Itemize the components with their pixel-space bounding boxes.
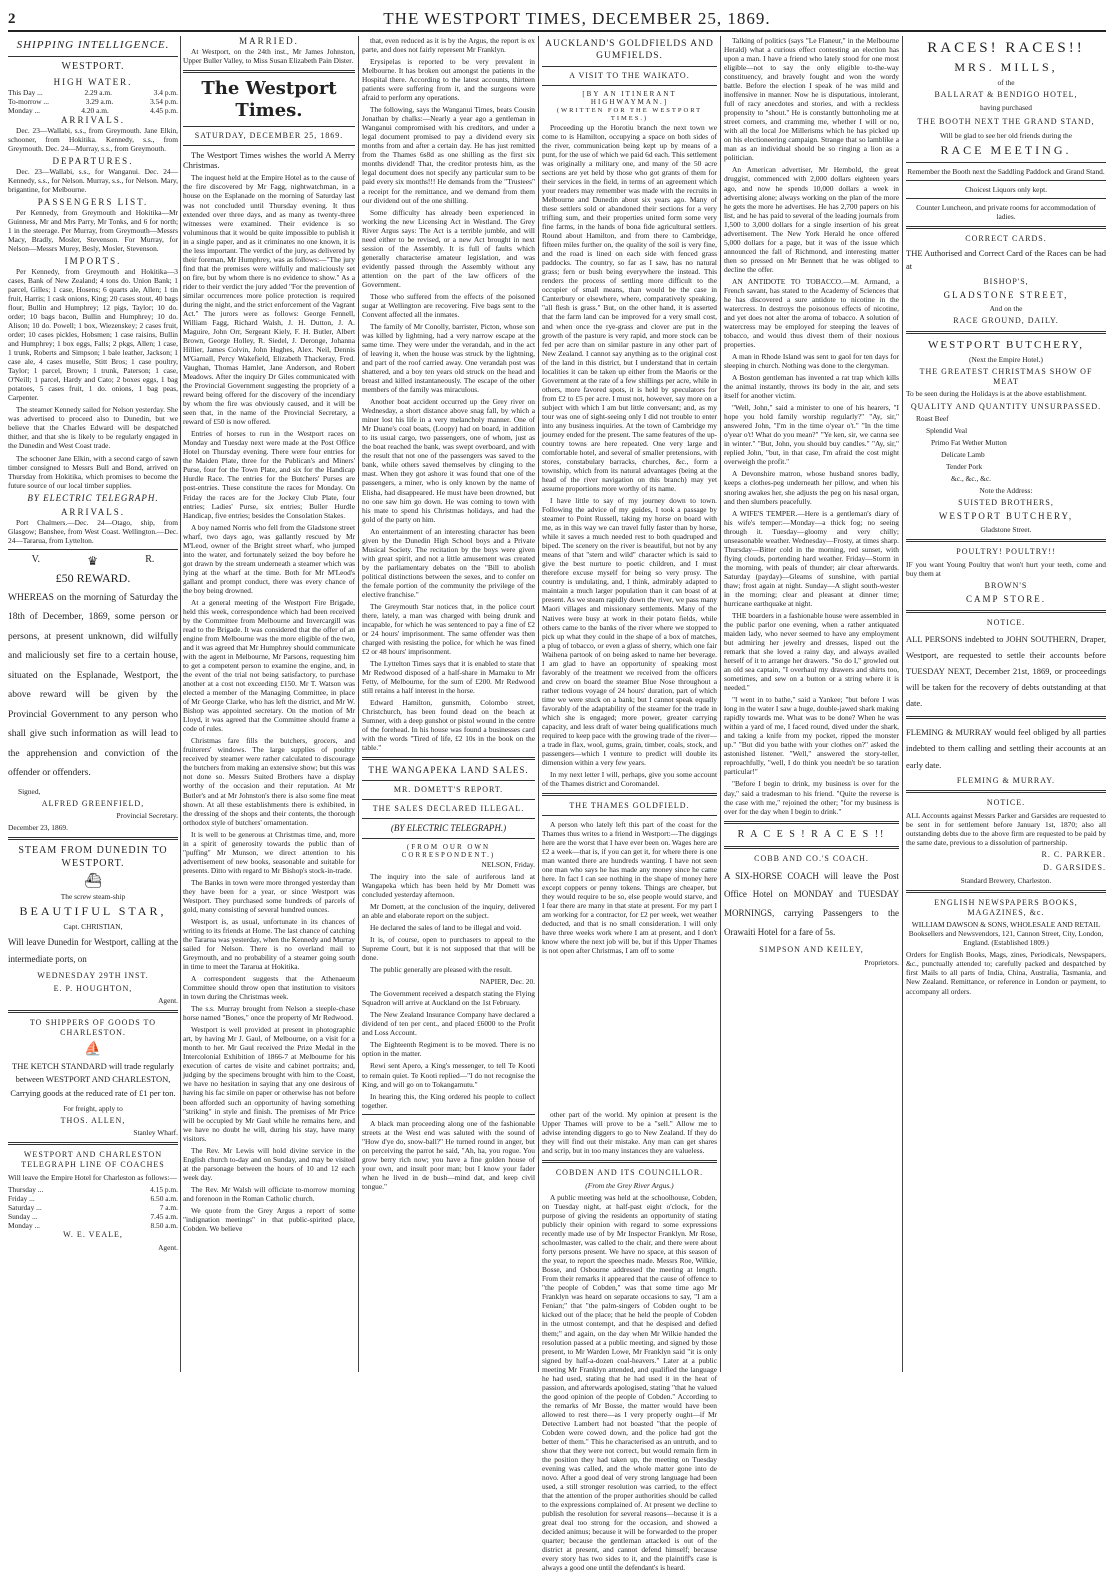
married-notice: At Westport, on the 24th inst., Mr James Johnston, Upper Buller Valley, to Miss Susan Elizabeth Pain Dister.	[183, 46, 355, 65]
column-4-lower	[542, 1110, 717, 1572]
divider	[183, 126, 355, 127]
steam-ad: STEAM FROM DUNEDIN TO WESTPORT. ⛴ The screw steam-ship BEAUTIFUL STAR, Capt. CHRISTIAN, Will leave Dunedin for Westport, calling at the intermediate ports, on WEDNESDAY 29TH INST. E. P. HOUGHTON, Agent.	[8, 845, 178, 1006]
coach-ad: WESTPORT AND CHARLESTON TELEGRAPH LINE OF COACHES Will leave the Empire Hotel for Charleston as follows:— Thursday ... 4.15 p.m. Friday ... 6.50 a.m. Saturday ... 7 a.m. Sunday ... 7.45 a.m. Monday ... 8.50 a.m. W. E. VEALE, Agent.	[8, 1150, 178, 1252]
article-paragraph: The public generally are pleased with the result.	[370, 965, 513, 975]
article-paragraph: Erysipelas is reported to be very prevalent in Melbourne. It has broken out amongst the patients in the Hospital there. According to the latest accounts, thirteen patients were suffering from it, and the surgeons were afraid to perform any operations.	[362, 57, 535, 103]
divider	[8, 1142, 178, 1145]
masthead	[8, 8, 1106, 32]
article-paragraph: Some difficulty has already been experienced in working the new Licensing Act in Westland. The Grey River Argus says: The Act is a terrible jumble, and will need either to be revised, or a new Act brought in next session of the Assembly. It is full of faults which generally characterise amateur legislation, and was evidently passed through the Assembly without any attention on the part of the law officers of the Government.	[362, 207, 535, 289]
ketch-icon: ⛵	[84, 1041, 102, 1057]
cobb-ad: A SIX-HORSE COACH will leave the Post Office Hotel on MONDAY and TUESDAY MORNINGS, carrying Passengers to the Orawaiti Hotel for a fare of 5s. SIMPSON AND KEILEY, Proprietors.	[724, 870, 899, 967]
article-paragraph: We quote from the Grey Argus a report of some "indignation meetings" in that public-spirited place, Cobden. We believe	[183, 1205, 355, 1233]
imports-text: Per Kennedy, from Greymouth and Hokitika—3 cases, Bank of New Zealand; 4 tons do. Union Bank; 1 parcel, Gilles; 1 case, Hosens; 6 quarts ale, Allen; 1 tin fruit, Harris; 1 cask onions, King; 20 cases stout, 40 bags flour, Bullin and Humphrey; 12 pigs, Taylor; 10 do. order; 10 bags bacon, Bullin and Humphrey; 10 do. Alison; 10 do. Powell; 1 box, Wiezenskey; 2 cases fruit, order; 10 cases pickles, Hobsmen; 1 case raisins, Bullin and Humphrey; 1 box eggs, Falls; 2 pkgs, Allen; 1 case, 1 trunk, Roberts and Simpson; 1 bale leather, Jackson; 1 case ale, 4 cases muselle, Stitt Bros; 1 case poultry, Taylor; 1 parcel, Brown; 1 trunk, Paterson; 1 case, O'Neill; 1 parcel, Hardy and Cato; 2 boxes eggs, 1 bag potatoes, 5 cases fruit, 1 do. onions, 1 bag peas, Carpenter.	[8, 266, 178, 403]
article-paragraph: It is, of course, open to purchasers to appeal to the Supreme Court, but it is not supposed that that will be done.	[362, 935, 535, 963]
departures-heading: DEPARTURES.	[52, 155, 134, 166]
article-paragraph: Westport is well provided at present in photographic art, by having Mr J. Gaul, of Melbourne, on a visit for a month to her. Mr Gaul received the Prize Medal in the Intercolonial Exhibition of 1866-7 at Melbourne for his execution of cartes de visite and cabinet portraits; and, judging by the specimens brought with him to the Coast, we have no hesitation in saying that any one desirous of having his fac simile on paper or otherwise has not before been afforded such an opportunity of having something "striking" in style and finish. The premises of Mr Price will be occupied by Mr Gaul while he remains here, and we have no doubt he will, during his stay, have many visitors.	[183, 1025, 355, 1143]
article-paragraph: The Greymouth Star notices that, in the police court there, lately, a man was charged with being drunk and incapable, for which he was sentenced to pay a fine of £2 or 24 hours' imprisonment. The same offender was then charged with resisting the police, for which he was fined £2 or 48 hours' imprisonment.	[362, 601, 535, 657]
article-paragraph: "Before I begin to drink, my business is over for the day," said a tradesman to his friend. "Quite the reverse is the case with me," rejoined the other; "for my business is over for the day when I begin to drink."	[724, 779, 899, 816]
divider	[542, 66, 717, 67]
article-paragraph: A WIFE'S TEMPER.—Here is a gentleman's diary of his wife's temper:—Monday—a thick fog; no seeing through it. Tuesday—gloomy and very chilly; unseasonable weather. Wednesday—Frosty, at times sharp. Thursday—Bitter cold in the morning, red sunset, with flying clouds, portending hard weather. Friday—Storm in the morning, with peals of thunder; air clear afterwards. Saturday (payday)—Gleams of sunshine, with partial thaw; frost again at night. Sunday—A slight south-wester in the morning; clear and pleasant at dinner time; hurricane earthquake at night.	[724, 508, 899, 608]
port-heading: WESTPORT.	[61, 61, 125, 73]
dateline: NELSON, Friday.	[481, 859, 535, 869]
column-rule	[720, 36, 721, 1372]
divider	[542, 815, 717, 816]
races-ad: RACES! RACES!! MRS. MILLS, of the BALLARAT & BENDIGO HOTEL, having purchased THE BOOTH NEXT THE GRAND STAND, Will be glad to see her old friends during the RACE MEETING. Remember the Booth next the Saddling Paddock and Grand Stand. Choicest Liquors only kept. Counter Luncheon, and private rooms for accommodation of ladies.	[907, 40, 1105, 222]
married-heading: MARRIED.	[239, 36, 299, 46]
cobden-source: (From the Grey River Argus.)	[585, 1180, 674, 1190]
divider	[906, 331, 1106, 334]
article-paragraph: A Boston gentleman has invented a rat trap which kills the animal instantly, throws its body in the air, and sets itself for another victim.	[724, 373, 899, 401]
article-paragraph: A man in Rhode Island was sent to gaol for ten days for sleeping in church. Nothing was done to the clergyman.	[724, 352, 899, 371]
article-paragraph: Christmas fare fills the butchers, grocers, and fruiterers' windows. The large supplies of poultry received by steamer were rather calculated to discourage the butchers from making an extensive show; but this was not done so. Messrs Suited Brothers have a display worthy of the occasion and their reputation. At Mr Butler's and at Mr Johnston's there is also some fine meat shown. At all these establishments there is exhibited, in the dressing of the shops and their contents, the thorough orthodox style of butchers' ornamentation.	[183, 736, 355, 827]
reward-body: WHEREAS on the morning of Saturday the 18th of December, 1869, some person or persons, at present unknown, did wilfully and maliciously set fire to a certain house, situated on the Esplanade, Westport, the above reward will be given by the Provincial Government to any person who shall give such information as will lead to the apprehension and conviction of the offender or offenders.	[8, 592, 178, 779]
article-paragraph: An entertainment of an interesting character has been given by the Dunedin High School boys and a Private Musical Society. The recitation by the boys were given with great spirit, and not a little amusement was created by the parliamentary debates on the "Bill to abolish political distinctions between the sexes, and to confer on the female portion of the community the privilege of the elective franchise."	[362, 526, 535, 599]
arrivals-heading: ARRIVALS.	[60, 114, 126, 125]
article-paragraph: The Government received a despatch stating the Flying Squadron will arrive at Auckland on the 1st February.	[362, 989, 535, 1008]
article-paragraph: Proceeding up the Horotiu branch the next town we come to is Hamilton, occupying a space on both sides of the river, communication being kept up by means of a punt, for the use of which we paid 6d each. This settlement was originally a military one, and many of the 50 acre sections are yet held by those who got grants of them for their services in the field, in terms of an agreement which your readers may remember was made with the recruits in Melbourne and Dunedin about six years ago. Many of these settlers sold or abandoned their sections for a very trifling sum, and their properties united form some very fine farms, in the hands of bona fide agricultural settlers. Round about Hamilton, and from there to Cambridge, fifteen miles further on, the quality of the soil is very fine, and the road is lined on each side with fenced grass paddocks. The country, so far as I saw, has no natural grass; fern or bush being everywhere the instead. This renders the process of settling more difficult to the occupier of small means, than would be the case in Canterbury or elsewhere, where, comparatively speaking, "all flesh is grass." But, on the other hand, it is asserted that the farm land can be improved for a very small cost, and when once the rye-grass and clover are put in the growth of the pasture is very rapid, and more stock can be fed per acre than on similar pasture in any other part of New Zealand. I cannot say anything as to the original cost of the land in this district, but I understand that in certain localities it can be taken up either from the Maoris or the Government at the rate of a few shillings per acre, while in others, more favored spots, it is held by speculators for from £2 to £5 per acre. I must not, however, say more on a subject with which I am but little conversant; and, as my tour was one of sight-seeing only I did not trouble to enter into any business inquiries. At the town of Cambridge my journey ended for the present. The same features of the up-country towns are here repeated. One very large and comfortable hotel, and several of smaller pretensions, with stores, constabulary barracks, churches, &c., form a township, which from its natural advantages (being at the head of the river navigation on this branch) may yet assume proportions more worthy of its name.	[542, 122, 717, 494]
article-paragraph: The inquest held at the Empire Hotel as to the cause of the fire discovered by Mr Fagg, nightwatchman, in a house on the Esplanade on the morning of Saturday last was not concluded until Thursday evening. It thus extended over three days, and as many as twenty-three witnesses were examined. Their evidence is so voluminous that it would be quite impossible to publish it in a single paper, and as it criminates no one known, it is the less important. The verdict of the jury, as delivered by their foreman, Mr Humphrey, was as follows:—"The jury find that the premises were wilfully and maliciously set on fire, but by whom there is no evidence to show." As a rider to their verdict the jury added "For the prevention of similar occurrences more police protection is required during the night, and the strict enforcement of the Vagrant Act." The jurors were as follows: George Fennell, William Fagg, Richard Walsh, J. H. Dutton, J. A. Maguire, John Orr, Sergeant Kiely, F. H. Butler, Albert Brown, George Holley, R. Siedel, J. Deronge, Johanna Hillier, James Colvin, John Hughes, Alex. Neil, Dennis M'Garnall, Percy Wakefield, Elizabeth Thackeray, Fred. Vaughan, Thomas Hamlet, Jane Anderson, and Robert Meadows. After the inquiry Dr Giles communicated with the Provincial Government suggesting the propriety of a reward being offered for the discovery of the incendiary by whom the fire was obviously caused, and it will be seen that, in the name of the Provincial Secretary, a reward of £50 is now offered.	[183, 173, 355, 427]
divider	[906, 226, 1106, 229]
crown-icon: ♛	[87, 553, 98, 568]
ship-name: BEAUTIFUL STAR,	[19, 903, 167, 918]
article-paragraph: other part of the world. My opinion at present is the Upper Thames will prove to be a "sell." Allow me to advise intending diggers to go to New Zealand. If they do they will find out their mistake. Any man can get shares and scrip, but in too many instances they are valueless.	[542, 1110, 717, 1156]
divider	[362, 757, 535, 760]
article-paragraph: The New Zealand Insurance Company have declared a dividend of ten per cent., and placed £6000 to the Profit and Loss Account.	[362, 1010, 535, 1038]
article-paragraph: He declared the sales of land to be illegal and void.	[370, 923, 522, 933]
coach-timetable: Thursday ... 4.15 p.m. Friday ... 6.50 a.m. Saturday ... 7 a.m. Sunday ... 7.45 a.m. Monday ... 8.50 a.m.	[8, 1185, 178, 1231]
divider	[542, 85, 717, 86]
wangapeka-subheading: THE SALES DECLARED ILLEGAL.	[372, 804, 525, 814]
article-paragraph: An American advertiser, Mr Hembold, the great druggist, commenced with 2,000 dollars eighteen years ago, and now he spends 10,000 dollars a week in advertising alone; always working on the plan of the more he gets the more he advertises. He has 2,700 papers on his list, and he has paid to several of the leading journals from 1,500 to 3,000 dollars for a single insertion of his great advertisement. The New York Herald he once offered 5,000 dollars for a page, but it was of the issue which announced the fall of Richmond, and interesting matter then so pressed on Mr Bennett that he was obliged to decline the offer.	[724, 165, 899, 274]
reward-ad: WHEREAS on the morning of Saturday the 18th of December, 1869, some person or persons, at present unknown, did wilfully and maliciously set fire to a certain house, situated on the Esplanade, Westport, the above reward will be given by the Provincial Government to any person who shall give such information as will lead to the apprehension and conviction of the offender or offenders. Signed, ALFRED GREENFIELD, Provincial Secretary. December 23, 1869.	[8, 589, 178, 833]
dawson-ad: ENGLISH NEWSPAPERS BOOKS, MAGAZINES, &c. WILLIAM DAWSON & SONS, WHOLESALE AND RETAIL Booksellers and Newsvendors, 121, Cannon Street, City, London, England. (Established 1809.) Orders for English Books, Mags, zines, Periodicals, Newspapers, &c., punctually attended to; carefully packed and despatched by first Mails to all parts of India, China, Australia, Tasmania, and New Zealand. Remittance, or reference in London or payment, to accompany all orders.	[906, 897, 1106, 996]
passengers-text: Per Kennedy, from Greymouth and Hokitika—Mr Guinness, Mr and Mrs Parry, Mr Tonks, and 6 for north; 1 in the steerage. Per Murray, from Greymouth—Messrs Macy, Bradly, Mosler, Stevenson. For Murray, for Nelson—Messrs Murey, Besly, Mosler, Stevenson.	[8, 207, 178, 253]
written-for: (WRITTEN FOR THE WESTPORT TIMES.)	[556, 106, 703, 122]
tide-row: Monday ... 4.20 a.m. 4.45 p.m.	[8, 105, 178, 115]
column-rule	[538, 36, 539, 1372]
column-rule	[902, 36, 903, 1372]
article-paragraph: The Eighteenth Regiment is to be moved. There is no option in the matter.	[362, 1040, 535, 1059]
dateline: SATURDAY, DECEMBER 25, 1869.	[194, 130, 344, 140]
waikato-heading: A VISIT TO THE WAIKATO.	[569, 71, 690, 81]
article-paragraph: A person who lately left this part of the coast for the Thames thus writes to a friend in Westport:—The diggings here are the worst that I have ever been on. Wages here are £2 a week—that is, if you can get it, for where there is one man wanted there are hundreds wanting. I have not seen one man who says he has made any money since he came here. In fact I can see nothing in the shape of money here except coppers or penny tokens. Things are cheaper, but they would require to be so, else people would starve, and I fear there are many in that state at present. For my part I am working for a contractor, for £2 per week, wet weather deducted, and that is no small consideration. I will only have three weeks work where I am at present, and I don't know where the next job will be, but if this Upper Thames is not open after Christmas, I am off to some	[542, 819, 717, 956]
article-paragraph: The Lyttelton Times says that it is enabled to state that Mr Redwood disposed of a half-share in Mamaku to Mr Fetty, of Melbourne, for the sum of £200. Mr Redwood still retains a half interest in the horse.	[362, 659, 535, 696]
byline: [BY AN ITINERANT HIGHWAYMAN.]	[582, 89, 677, 107]
departures-text: Dec. 23—Wallabi, s.s., for Wanganui. Dec. 24—Kennedy, s.s., for Nelson. Murray, s.s., for Nelson. Mary, brigantine, for Melbourne.	[8, 166, 178, 194]
divider	[8, 837, 178, 840]
newspaper-header: THE WESTPORT TIMES, DECEMBER 25, 1869.	[383, 9, 771, 28]
passengers-heading: PASSENGERS LIST.	[37, 196, 149, 207]
article-paragraph: THE boarders in a fashionable house were assembled in the public parlor one evening, when a rather antiquated maiden lady, who never seemed to have any employment but admiring her jewelry and dresses, lisped out the remark that she loved a rainy day, and always availed herself of it to arrange her drawers. "So do I," growled out an old sea captain, "I overhaul my drawers and shirts too, sometimes, and sew on a button or a string where it is needed."	[724, 610, 899, 693]
signer: ALFRED GREENFIELD,	[41, 798, 145, 808]
column-rule	[180, 36, 181, 1372]
telegraph-heading: BY ELECTRIC TELEGRAPH.	[27, 492, 159, 503]
article-paragraph: Westport is, as usual, unfortunate in its chances of writing to its friends at Home. The last chance of catching the Tararua was yesterday, when the Kennedy and Murray sailed for Nelson. There is no overland mail to Greymouth, and no probability of a steamer going south in time to meet the Tararua at Hokitika.	[183, 916, 355, 972]
southern-notice: NOTICE. ALL PERSONS indebted to JOHN SOUTHERN, Draper, Westport, are requested to settle their accounts before TUESDAY NEXT, December 21st, 1869, or proceedings will be taken for the recovery of debts outstanding at that date.	[906, 617, 1106, 709]
article-paragraph: The family of Mr Conolly, barrister, Picton, whose son was killed by lightning, had a very narrow escape at the same time. They were under the verandah, and in the act of leaving it, when the house was struck by the lightning, and part of the roof carried away. One verandah post was shattered, and a boy ten years old struck on the head and breast and killed instantaneously. The escape of the other members of the family was miraculous.	[362, 321, 535, 395]
divider	[906, 716, 1106, 719]
divider	[542, 1160, 717, 1163]
column-1	[8, 36, 178, 1372]
column-5	[724, 36, 899, 1372]
tide-table	[8, 88, 178, 115]
divider	[906, 790, 1106, 793]
butchery-ad: WESTPORT BUTCHERY, (Next the Empire Hotel.) THE GREATEST CHRISTMAS SHOW OF MEAT To be seen during the Holidays is at the above establishment. QUALITY AND QUANTITY UNSURPASSED. Roast Beef Splendid Veal Primo Fat Wether Mutton Delicate Lamb Tender Pork &c., &c., &c. Note the Address: SUISTED BROTHERS, WESTPORT BUTCHERY, Gladstone Street.	[906, 338, 1102, 535]
divider	[362, 780, 535, 781]
article-paragraph: A Devonshire matron, whose husband snores badly, keeps a clothes-peg underneath her pillow, and when his snoring awakes her, she adjusts the peg on his nasal organ, and then slumbers peacefully.	[724, 469, 899, 506]
column-3	[362, 36, 535, 1372]
royal-cipher: V. ♛ R.	[31, 553, 155, 568]
tide-row: To-morrow ... 3.29 a.m. 3.54 p.m.	[8, 96, 178, 106]
article-paragraph: The s.s. Murray brought from Nelson a steeple-chase horse named "Bones," once the property of Mr Redwood.	[183, 1004, 355, 1023]
article-paragraph: "Well, John," said a minister to one of his hearers, "I hope you hold family worship regularly?" "Ay, sir," answered John, "I'm in the time o'year o't." "In the time o'year o't! What do you mean?" "Ye ken, sir, we canna see in winter." "But, John, you should buy candles." "Ay, sir," replied John, "but, in that case, I'm afraid the cost might overweigh the profit."	[724, 403, 899, 467]
column-rule	[358, 36, 359, 1372]
imports-heading: IMPORTS.	[64, 255, 122, 266]
article-paragraph: "I went in to bathe," said a Yankee; "but before I was long in the water I saw a huge, double-jawed shark making rapidly towards me. What was to be done? When he was within a yard of me, I faced round, dived under the shark, and taking a knife from my pocket, ripped the monster up." "But did you bathe with your clothes on?" asked the astonished listener. "Well," answered the story-teller, reproachfully, "well, I do think you needn't be so taration particular!"	[724, 695, 899, 777]
divider	[8, 1010, 178, 1013]
schooner-note: The schooner Jane Elkin, with a second cargo of sawn timber consigned to Messrs Bull and Bond, arrived on Thursday from Hokitika, which promises to become the future source of our local timber supplies.	[8, 453, 178, 490]
cards-ad: CORRECT CARDS. THE Authorised and Correct Card of the Races can be had at BISHOP'S, GLADSTONE STREET, And on the RACE GROUND, DAILY.	[906, 234, 1106, 325]
dateline: NAPIER, Dec. 20.	[479, 977, 535, 987]
poultry-ad: POULTRY! POULTRY!! IF you want Young Poultry that won't hurt your teeth, come and buy them at BROWN'S CAMP STORE.	[906, 547, 1106, 604]
divider	[906, 539, 1106, 542]
arrivals-text: Dec. 23—Wallabi, s.s., from Greymouth. Jane Elkin, schooner, from Hokitika. Kennedy, s.s., from Greymouth. Dec. 24—Murray, s.s., from Greymouth.	[8, 125, 178, 153]
christmas-greeting: The Westport Times wishes the world A Merry Christmas.	[183, 149, 355, 171]
wangapeka-subheading: MR. DOMETT'S REPORT.	[393, 785, 504, 795]
article-paragraph: Talking of politics (says "Le Flaneur," in the Melbourne Herald) what a curious effect contesting an election has upon a man. I have a friend who lately stood for one most eligible—not to say the only eligible to-the-way constituency, and bravely fought and won the wordy battle. Before the election I speak of he was mild and inoffensive in manner. Now he is disputatious, intolerant, full of racy anecdotes and stories, and with a reckless propensity to "shout." He is constantly buttonholing me at street corners, and cramming me, whether I will or no, with all the local Joe Millerisms which he has picked up on his electioneering campaign. Strange that so lamblike a man as an individual should be so ringing a lion as a politician.	[724, 36, 899, 163]
divider	[906, 890, 1106, 893]
article-paragraph: A correspondent suggests that the Athenaeum Committee should throw open that institution to visitors in town during the Christmas week.	[183, 974, 355, 1002]
correspondent-tag: (FROM OUR OWN CORRESPONDENT.)	[401, 842, 496, 860]
article-paragraph: At a general meeting of the Westport Fire Brigade, held this week, correspondence which had been received by the Committee from Melbourne and Invercargill was read to the Brigade. It was considered that the offer of an engine from Melbourne was the more eligible of the two, and it was agreed that Mr Humphrey should communicate with the agent in Melbourne, Mr Parsons, requesting him to get a competent person to examine the engine, and, in the event of the trial not being satisfactory, to purchase another at a cost not exceeding £150. Mr T. Watson was elected a member of the Managing Committee, in place of Mr George Clarke, who has left the district, and Mr W. Bishop was appointed secretary. On the motion of Mr Lloyd, it was agreed that the Committee should frame a code of rules.	[183, 597, 355, 734]
article-paragraph: that, even reduced as it is by the Argus, the report is ex parte, and does not fairly represent Mr Franklyn.	[362, 36, 535, 55]
cobb-heading: COBB AND CO.'S COACH.	[754, 853, 869, 863]
divider	[362, 818, 535, 819]
wangapeka-heading: THE WANGAPEKA LAND SALES.	[368, 765, 529, 776]
reward-title: £50 REWARD.	[55, 571, 131, 586]
article-paragraph: A boy named Norris who fell from the Gladstone street wharf, two days ago, was gallantly rescued by Mr M'Leod, owner of the Bright street wharf, who jumped into the water, and fortunately seized the boy before he got drawn by the stream underneath a steamer which was lying at the wharf at the time. Both for Mr M'Leod's gallant and prompt conduct, there was every chance of the boy being drowned.	[183, 522, 355, 595]
auckland-heading: AUCKLAND'S GOLDFIELDS AND GUMFIELDS.	[545, 39, 714, 61]
article-paragraph: The inquiry into the sale of auriferous land at Wangapeka which has been held by Mr Domett was concluded yesterday afternoon.	[362, 871, 535, 899]
steam-heading: STEAM FROM DUNEDIN TO WESTPORT.	[18, 845, 168, 869]
article-paragraph: Edward Hamilton, gunsmith, Colombo street, Christchurch, has been found dead on the beach at Sumner, with a deep gunshot or pistol wound in the centre of the forehead. In his house was found a businesses card with the words "Tired of life, £2 10s in the book on the table."	[362, 698, 535, 753]
article-paragraph: In my next letter I will, perhaps, give you some account of the Thames district and Coromandel.	[542, 770, 717, 789]
telegraph-tag: (BY ELECTRIC TELEGRAPH.)	[390, 822, 507, 833]
divider	[362, 838, 535, 839]
article-paragraph: A black man proceeding along one of the fashionable streets at the West end was saluted with the sound of "How d'ye do, snow-ball?" He turned round in anger, but on perceiving the parrot he said, "Ah, ha, you rogue. You grow berry rich now; you have a fine golden house of your own, and insult poor man; but I know your fader when he lived in de bush—mind dat, and keep civil tongue."	[362, 1118, 535, 1191]
article-paragraph: Rewi sent Apero, a King's messenger, to tell Te Kooti to remain quiet. Te Kooti replied—"I do not recognise the King, and will go on to Tokangamutu."	[362, 1061, 535, 1089]
divider	[906, 610, 1106, 613]
divider	[8, 549, 178, 550]
tide-row: This Day ... 2.29 a.m. 3.4 p.m.	[8, 87, 178, 97]
telegraph-arrivals-heading: ARRIVALS.	[60, 506, 126, 517]
article-paragraph: It is well to be generous at Christmas time, and, more in a spirit of generosity towards the public than of "puffing" Mr Munson, we direct attention to his advertisement of new books, seasonable and suitable for presents. Ditto with regard to Mr Bishop's stock-in-trade.	[183, 829, 355, 875]
article-paragraph: The Rev. Mr Walsh will officiate to-morrow morning and forenoon in the Roman Catholic church.	[183, 1184, 355, 1203]
cobden-heading: COBDEN AND ITS COUNCILLOR.	[555, 1168, 704, 1178]
article-paragraph: The Rev. Mr Lewis will hold divine service in the English church to-day and on Sunday, and may be visited at the parsonage between the hours of 10 and 12 each week day.	[183, 1145, 355, 1182]
article-paragraph: A public meeting was held at the schoolhouse, Cobden, on Tuesday night, at half-past eight o'clock, for the purpose of giving the residents an opportunity of stating publicly their opinion with regard to some expressions recently made use of by Mr Inspector Franklyn. Mr Rose, schoolmaster, was called to the chair, and there were about forty persons present. We have no space, at this season of the year, to report the speeches made. Messrs Roe, Wilkie, Bosse, and Osbourne addressed the meeting at length. From their remarks it appeared that the cause of offence to "the people of Cobden," was that some time ago Mr Franklyn was heard on separate occasions to say, "I am a Fenian;" that "the palm-singers of Cobden ought to be kicked out of the place; that he held the people of Cobden in the utmost contempt, and that he despised and defied them;" and again, on the day when Mr Wilkie handed the resolution passed at a public meeting, and signed by those present, to Mr Warden Lowe, Mr Franklyn said "it is only signed by half-a-dozen coal-heavers." Later at a public meeting Mr Franklyn attended, and qualified the language he had used, stating that he had used it in the heat of passion, and afterwards apologised, stating "that he valued the good opinion of the people of Cobden." According to the remarks of Mr Bosse, the matter would have been allowed to rest there—as I very properly ought—if Mr Detective Lambert had not boasted "that the people of Cobden were cowed down, and the police had got the better of them." This he characterised as an untruth, and to show that they were not correct, but would remain firm in the position they had taken up, the meeting on Tuesday evening was called, and the whole matter gone into de novo. After a good deal of very strong language had been used, a still stronger resolution was carried, to the effect that the attention of the proper authorities should be called to the expressions complained of. At present we decline to publish the resolution for several reasons—because it is a great deal too strong for the occasion, and showed a decided animus; because it will be forwarded to the proper quarter; because the gentleman attacked is out of the district at present, and cannot defend himself; because every story has two sides to it, and the plaintiff's case is always a good one until the defendant's is heard.	[542, 1193, 717, 1572]
paper-title: The Westport Times.	[201, 78, 337, 121]
article-paragraph: Another boat accident occurred up the Grey river on Wednesday, a short distance above snag fall, by which a miner lost his life in a very melancholy manner. One of Mr Duane's coal boats, (Loopy) had on board, in addition to its usual cargo, two passengers, one of whom, just as the boat reached the bank, was swept overboard, and with the result that not one of the passengers was saved to the bank, while others saved themselves by clinging to the mast. When they got ashore it was found that one of the passengers, a miner, who is only known by the name of Elisha, had disappeared. He must have been drowned, but no one saw him go down. He was coming to town with his mate to spend his Christmas holidays, and had the gold of the party on him.	[362, 397, 535, 524]
article-paragraph: Mr Domett, at the conclusion of the inquiry, delivered an able and elaborate report on the subject.	[362, 902, 535, 921]
divider	[724, 821, 899, 824]
steamship-icon: ⛴	[84, 873, 102, 889]
telegraph-arrivals: Port Chalmers.—Dec. 24—Otago, ship, from Glasgow; Banshee, from West Coast. Wellington.—Dec. 24—Tararua, from Lyttelton.	[8, 517, 178, 545]
column-6	[906, 36, 1106, 1372]
high-water-heading: HIGH WATER.	[53, 76, 133, 87]
article-paragraph: The following, says the Wanganui Times, beats Cousin Jonathan by chalks:—Nearly a year ago a gentleman in Wanganui compromised with his creditors, and under a legal document promised to pay a dividend every six months from and after a certain day. He has just remitted from the Thames 6s8d as one shilling as the first six months dividend! That, the creditor protests him, as the legal document does not specify any particular sum to be paid every six months!!! He demands from the "Trustees" a receipt for the remittance, and we demand from them our dividend out of the one shilling.	[362, 105, 535, 205]
article-paragraph: In hearing this, the King ordered his people to collect together.	[362, 1091, 535, 1110]
parker-notice: NOTICE. ALL Accounts against Messrs Parker and Garsides are requested to be sent in for settlement before January 1st, 1870; also all outstanding debts due to the above firm are requested to be paid by the same date, previous to a dissolution of partnership. R. C. PARKER. D. GARSIDES. Standard Brewery, Charleston.	[906, 798, 1106, 885]
divider	[362, 1114, 535, 1115]
article-paragraph: The Banks in town were more thronged yesterday than they have been for a year, or since Westport was Westport. They purchased some hundreds of parcels of gold, many consisting of several hundred ounces.	[183, 877, 355, 914]
shipping-heading: SHIPPING INTELLIGENCE.	[16, 39, 170, 51]
article-paragraph: Entries of horses to run in the Westport races on Monday and Tuesday next were made at the Post Office Hotel on Thursday evening. There were four entries for the Maiden Plate, three for the Publican's and Miners' Purse, four for the Town Plate, and six for the Handicap Hurdle Race. The entries for the Butchers' Purses are post-entries. These constitute the races for Monday. On Friday the races are for the Jockey Club Plate, four entries; Ladies' Purse, six entries; Buller Hurdle Handicap, five entries; besides the Consolation Stakes.	[183, 429, 355, 520]
divider	[183, 70, 355, 73]
column-2	[183, 36, 355, 1372]
article-paragraph: I have little to say of my journey down to town. Following the advice of my guides, I took a passage by steamer to Point Russell, taking my horse on board with me, as in this way we can travel fully faster than by horse, while it saves a much needed rest to both quadruped and biped. The scenery on the river is beautiful, but not by any means of that "stern and wild" character which is said to give the best nurture to poetic children, and I must therefore excuse myself for being so very prosy. The country is undulating, and, I think, admirably adapted to maintain a much larger population than it can boast of at present. As we steam rapidly down the river, we pass many Maori villages and missionary settlements. Many of the Natives were busy at work in their potato fields, while others came to the banks of the river where we stopped to pick up what they could in the shape of a box of matches, a plug of tobacco, or even a glass of sherry, which one fair Waihena partook of on being asked to name her beverage. I am glad to have an opportunity of speaking most favorably of the treatment we received from the officers and crew on board the steamer Blue Nose throughout a rather tedious voyage of 24 hours' duration, part of which time we were stuck on a bank; but I cannot speak equally favorably of the adaptability of the steamer for the trade in which she is engaged; more power, greater carrying capacity, and less draft of water being qualifications much required to keep pace with the growing trade of the river—a trade in flax, wool, gums, grain, timber, coals, stock, and passengers—which I venture to predict will double its dimension within a very few years.	[542, 496, 717, 767]
page-number: 2	[8, 10, 16, 27]
ketch-ad: TO SHIPPERS OF GOODS TO CHARLESTON. ⛵ THE KETCH STANDARD will trade regularly between WESTPORT AND CHARLESTON, Carrying goods at the reduced rate of £1 per ton. For freight, apply to THOS. ALLEN, Stanley Wharf.	[8, 1018, 178, 1137]
divider	[183, 145, 355, 146]
article-paragraph: Those who suffered from the effects of the poisoned sugar at Wellington are recovering. Five bags sent to the Convent affected all the inmates.	[362, 291, 535, 319]
divider	[8, 56, 178, 57]
article-paragraph: AN ANTIDOTE TO TOBACCO.—M. Armand, a French savant, has stated to the Academy of Sciences that he has discovered a sure antidote to nicotine in the watercress. In destroys the poisonous effects of nicotine, and yet does not alter the aroma of tobacco. A solution of watercress may be employed for steeping the leaves of tobacco, and would thus divest them of their noxious properties.	[724, 276, 899, 350]
races-banner: R A C E S ! R A C E S !!	[737, 828, 886, 840]
divider	[542, 793, 717, 796]
divider	[724, 846, 899, 849]
divider	[362, 799, 535, 800]
steamer-note: The steamer Kennedy sailed for Nelson yesterday. She was advertised to proceed also to Dunedin, but we believe that the Charles Edward will be despatched thither, and that she is likely to be regularly engaged in the Dunedin and West Coast trade.	[8, 405, 178, 451]
thames-heading: THE THAMES GOLDFIELD.	[569, 801, 690, 811]
fleming-ad: FLEMING & MURRAY would feel obliged by all parties indebted to them calling and settling their accounts at an early date. FLEMING & MURRAY.	[906, 727, 1106, 785]
